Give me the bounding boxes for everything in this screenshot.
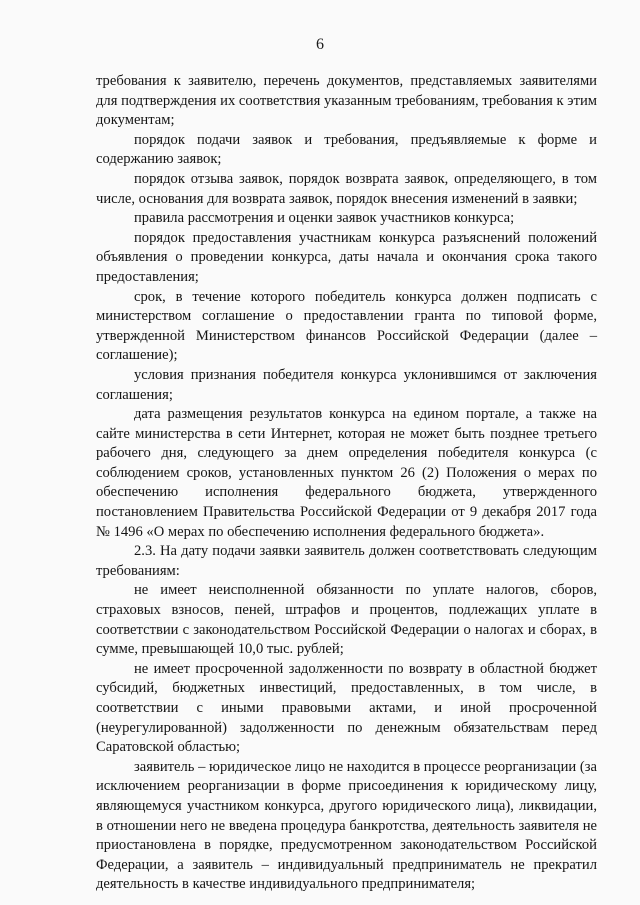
paragraph-review-rules: правила рассмотрения и оценки заявок участников конкурса; bbox=[134, 210, 515, 227]
paragraph-tax-obligations: не имеет неисполненной обязанности по уплате налогов, сборов, страховых взносов, пеней, штрафов и процентов, подлежащих уплате в соответствии с законодательством Российской Федерации о налогах и сборах, в сумме, превышающей 10,0 тыс. рублей; bbox=[96, 582, 597, 658]
paragraph-section-2-3: 2.3. На дату подачи заявки заявитель должен соответствовать следующим требованиям: bbox=[96, 543, 597, 579]
paragraph-submission-procedure: порядок подачи заявок и требования, предъявляемые к форме и содержанию заявок; bbox=[96, 131, 597, 168]
paragraph-clarification-procedure: порядок предоставления участникам конкурса разъяснений положений объявления о проведении конкурса, даты начала и окончания срока такого предоставления; bbox=[96, 229, 597, 285]
paragraph-applicant-requirements: требования к заявителю, перечень документов, представляемых заявителями для подтверждения их соответствия указанным требованиям, требования к этим документам; bbox=[96, 73, 597, 129]
paragraph-signing-deadline: срок, в течение которого победитель конкурса должен подписать с министерством соглашение о предоставлении гранта по типовой форме, утвержденной Министерством финансов Российской Федерации (далее – соглашение); bbox=[96, 288, 597, 364]
paragraph-evasion-conditions: условия признания победителя конкурса уклонившимся от заключения соглашения; bbox=[96, 366, 597, 403]
paragraph-withdrawal-procedure: порядок отзыва заявок, порядок возврата заявок, определяющего, в том числе, основания для возврата заявок, порядок внесения изменений в заявки; bbox=[96, 170, 597, 207]
paragraph-results-publication: дата размещения результатов конкурса на едином портале, а также на сайте министерства в сети Интернет, которая не может быть позднее третьего рабочего дня, следующего за днем определения победителя конкурса (с соблюдением сроков, установленных пунктом 26 (2) Положения о мерах по обеспечению исполнения федерального бюджета, утвержденного постановлением Правительства Российской Федерации от 9 декабря 2017 года № 1496 «О мерах по обеспечению исполнения федерального бюджета». bbox=[96, 406, 597, 540]
paragraph-overdue-debt: не имеет просроченной задолженности по возврату в областной бюджет субсидий, бюджетных инвестиций, предоставленных, в том числе, в соответствии с иными правовыми актами, и иной просроченной (неурегулированной) задолженности по денежным обязательствам перед Саратовской областью; bbox=[96, 660, 597, 756]
paragraph-reorganization-status: заявитель – юридическое лицо не находится в процессе реорганизации (за исключением реорганизации в форме присоединения к юридическому лицу, являющемуся участником конкурса, другого юридического лица), ликвидации, в отношении него не введена процедура банкротства, деятельность заявителя не приостановлена в порядке, предусмотренном законодательством Российской Федерации, а заявитель – индивидуальный предприниматель не прекратил деятельность в качестве индивидуального предпринимателя; bbox=[96, 758, 597, 893]
document-body bbox=[96, 72, 597, 895]
page-number: 6 bbox=[316, 36, 324, 53]
